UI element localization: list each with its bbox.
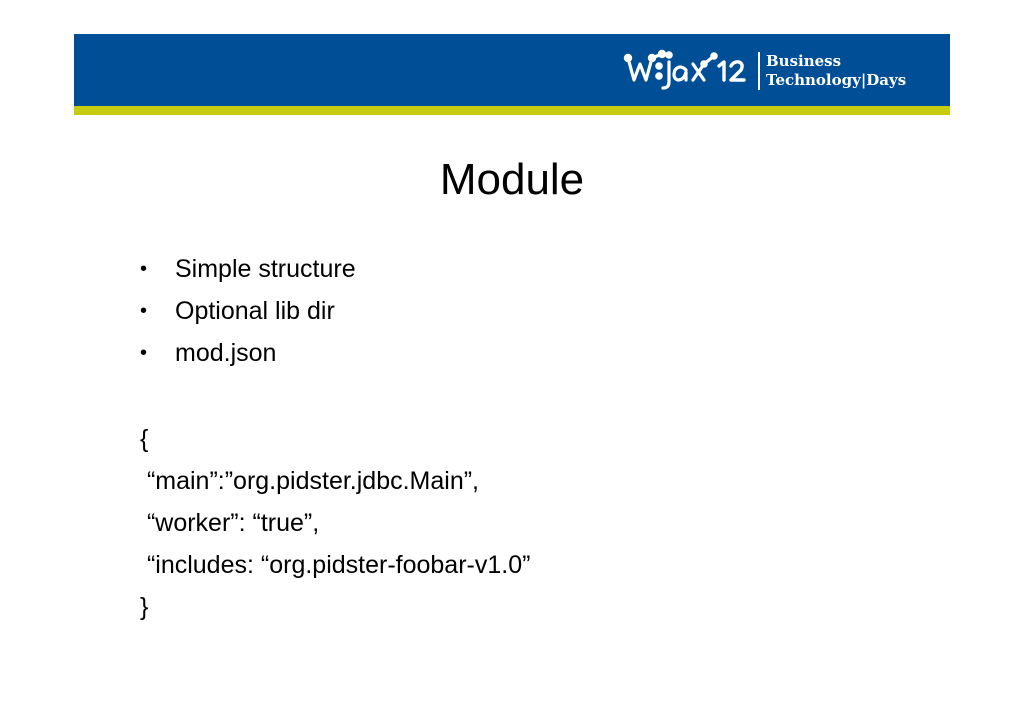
slide-title: Module bbox=[439, 155, 585, 204]
wjax-logo-icon bbox=[622, 48, 772, 92]
code-line: “main”:”org.pidster.jdbc.Main”, bbox=[140, 467, 480, 495]
conference-logo bbox=[622, 46, 922, 96]
logo-text bbox=[766, 52, 906, 90]
bullet-item: • mod.json bbox=[140, 332, 356, 374]
code-line: { bbox=[140, 425, 149, 453]
logo-line-business: Business bbox=[766, 52, 842, 70]
json-code-block bbox=[140, 418, 530, 628]
bullet-item: • Optional lib dir bbox=[140, 290, 356, 332]
bullet-item: • Simple structure bbox=[140, 248, 356, 290]
header-accent-stripe bbox=[74, 106, 950, 115]
logo-divider bbox=[758, 52, 760, 90]
bullet-list bbox=[140, 248, 356, 374]
logo-line-technology-days: Technology|Days bbox=[766, 71, 907, 89]
code-line: “includes: “org.pidster-foobar-v1.0” bbox=[140, 551, 531, 579]
code-line: } bbox=[140, 593, 149, 621]
code-line: “worker”: “true”, bbox=[140, 509, 320, 537]
